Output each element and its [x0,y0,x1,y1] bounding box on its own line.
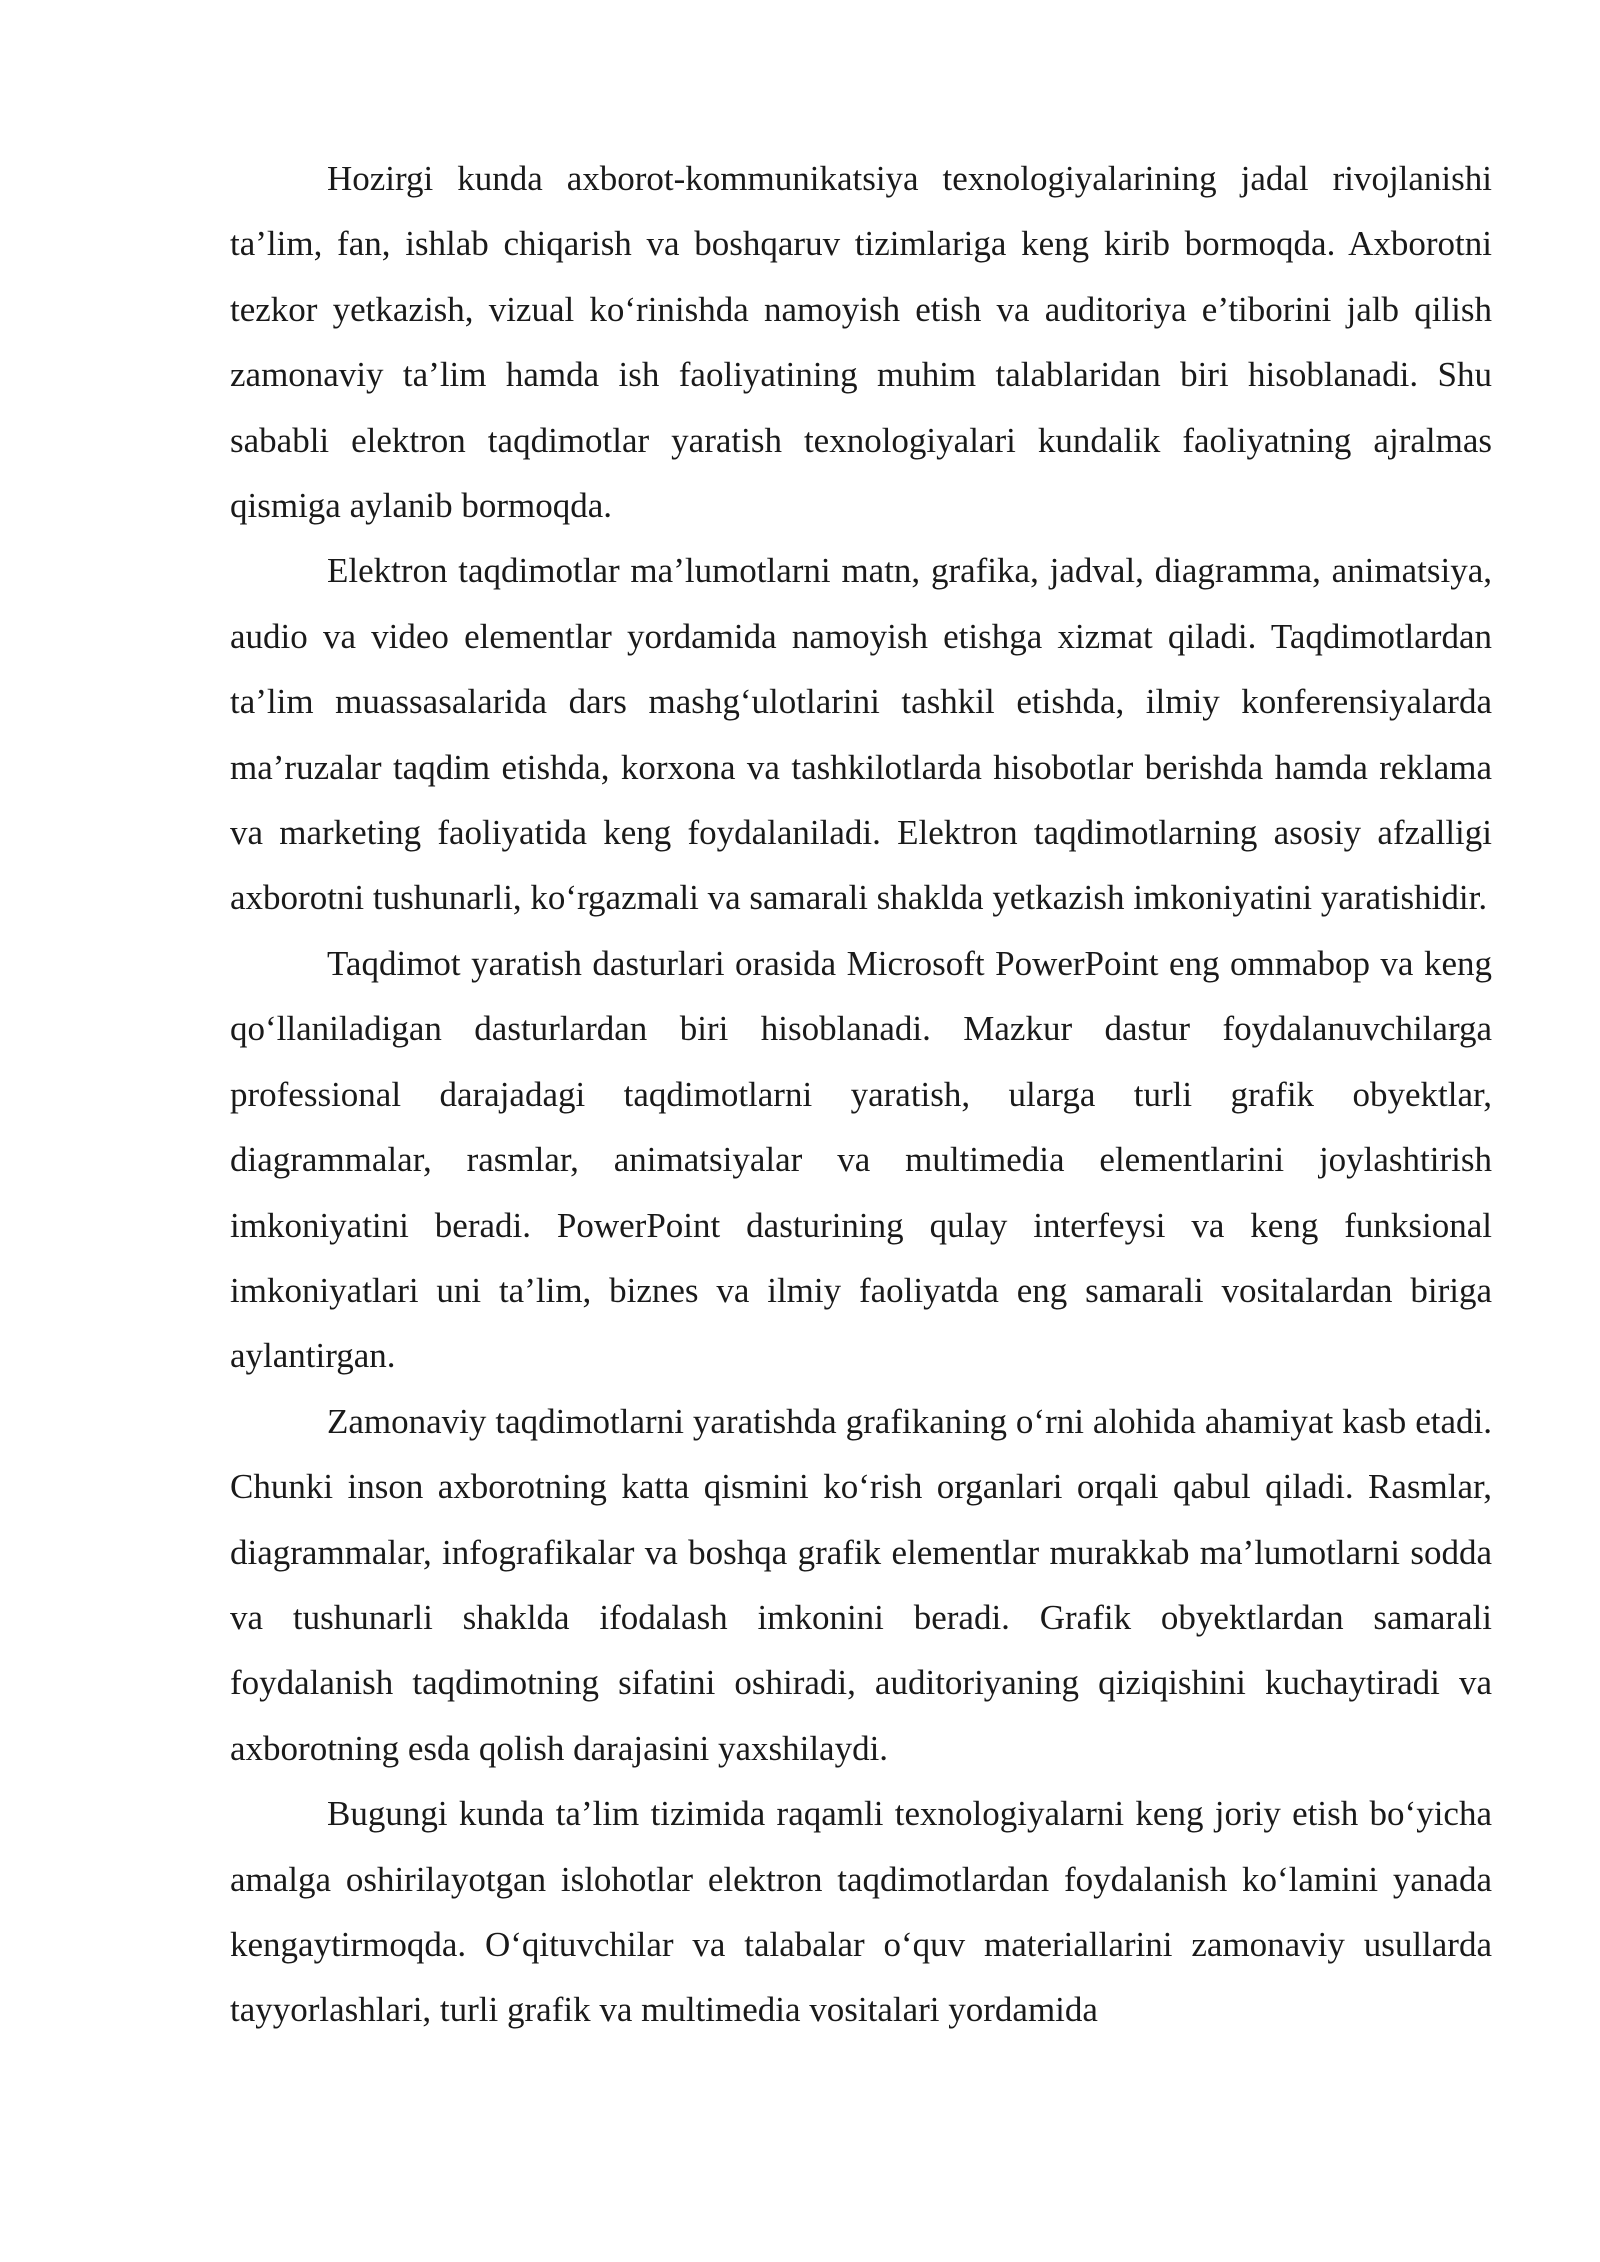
paragraph-1: Hozirgi kunda axborot-kommunikatsiya texnologiyalarining jadal rivojlanishi ta’lim, fan, ishlab chiqarish va boshqaruv tizimlariga keng kirib bormoqda. Axborotni tezkor yetkazish, vizual ko‘rinishda namoyish etish va auditoriya e’tiborini jalb qilish zamonaviy ta’lim hamda ish faoliyatining muhim talablaridan biri hisoblanadi. Shu sababli elektron taqdimotlar yaratish texnologiyalari kundalik faoliyatning ajralmas qismiga aylanib bormoqda. [230,159,1492,526]
paragraph-5: Bugungi kunda ta’lim tizimida raqamli texnologiyalarni keng joriy etish bo‘yicha amalga oshirilayotgan islohotlar elektron taqdimotlardan foydalanish ko‘lamini yanada kengaytirmoqda. O‘qituvchilar va talabalar o‘quv materiallarini zamonaviy usullarda tayyorlashlari, turli grafik va multimedia vositalari yordamida [230,1794,1492,2030]
paragraph-2: Elektron taqdimotlar ma’lumotlarni matn, grafika, jadval, diagramma, animatsiya, audio va video elementlar yordamida namoyish etishga xizmat qiladi. Taqdimotlardan ta’lim muassasalarida dars mashg‘ulotlarini tashkil etishda, ilmiy konferensiyalarda ma’ruzalar taqdim etishda, korxona va tashkilotlarda hisobotlar berishda hamda reklama va marketing faoliyatida keng foydalaniladi. Elektron taqdimotlarning asosiy afzalligi axborotni tushunarli, ko‘rgazmali va samarali shaklda yetkazish imkoniyatini yaratishidir. [230,551,1492,918]
document-page [230,146,1492,2043]
paragraph-4: Zamonaviy taqdimotlarni yaratishda grafikaning o‘rni alohida ahamiyat kasb etadi. Chunki inson axborotning katta qismini ko‘rish organlari orqali qabul qiladi. Rasmlar, diagrammalar, infografikalar va boshqa grafik elementlar murakkab ma’lumotlarni sodda va tushunarli shaklda ifodalash imkonini beradi. Grafik obyektlardan samarali foydalanish taqdimotning sifatini oshiradi, auditoriyaning qiziqishini kuchaytiradi va axborotning esda qolish darajasini yaxshilaydi. [230,1401,1492,1768]
paragraph-3: Taqdimot yaratish dasturlari orasida Microsoft PowerPoint eng ommabop va keng qo‘llaniladigan dasturlardan biri hisoblanadi. Mazkur dastur foydalanuvchilarga professional darajadagi taqdimotlarni yaratish, ularga turli grafik obyektlar, diagrammalar, rasmlar, animatsiyalar va multimedia elementlarini joylashtirish imkoniyatini beradi. PowerPoint dasturining qulay interfeysi va keng funksional imkoniyatlari uni ta’lim, biznes va ilmiy faoliyatda eng samarali vositalardan biriga aylantirgan. [230,943,1492,1376]
